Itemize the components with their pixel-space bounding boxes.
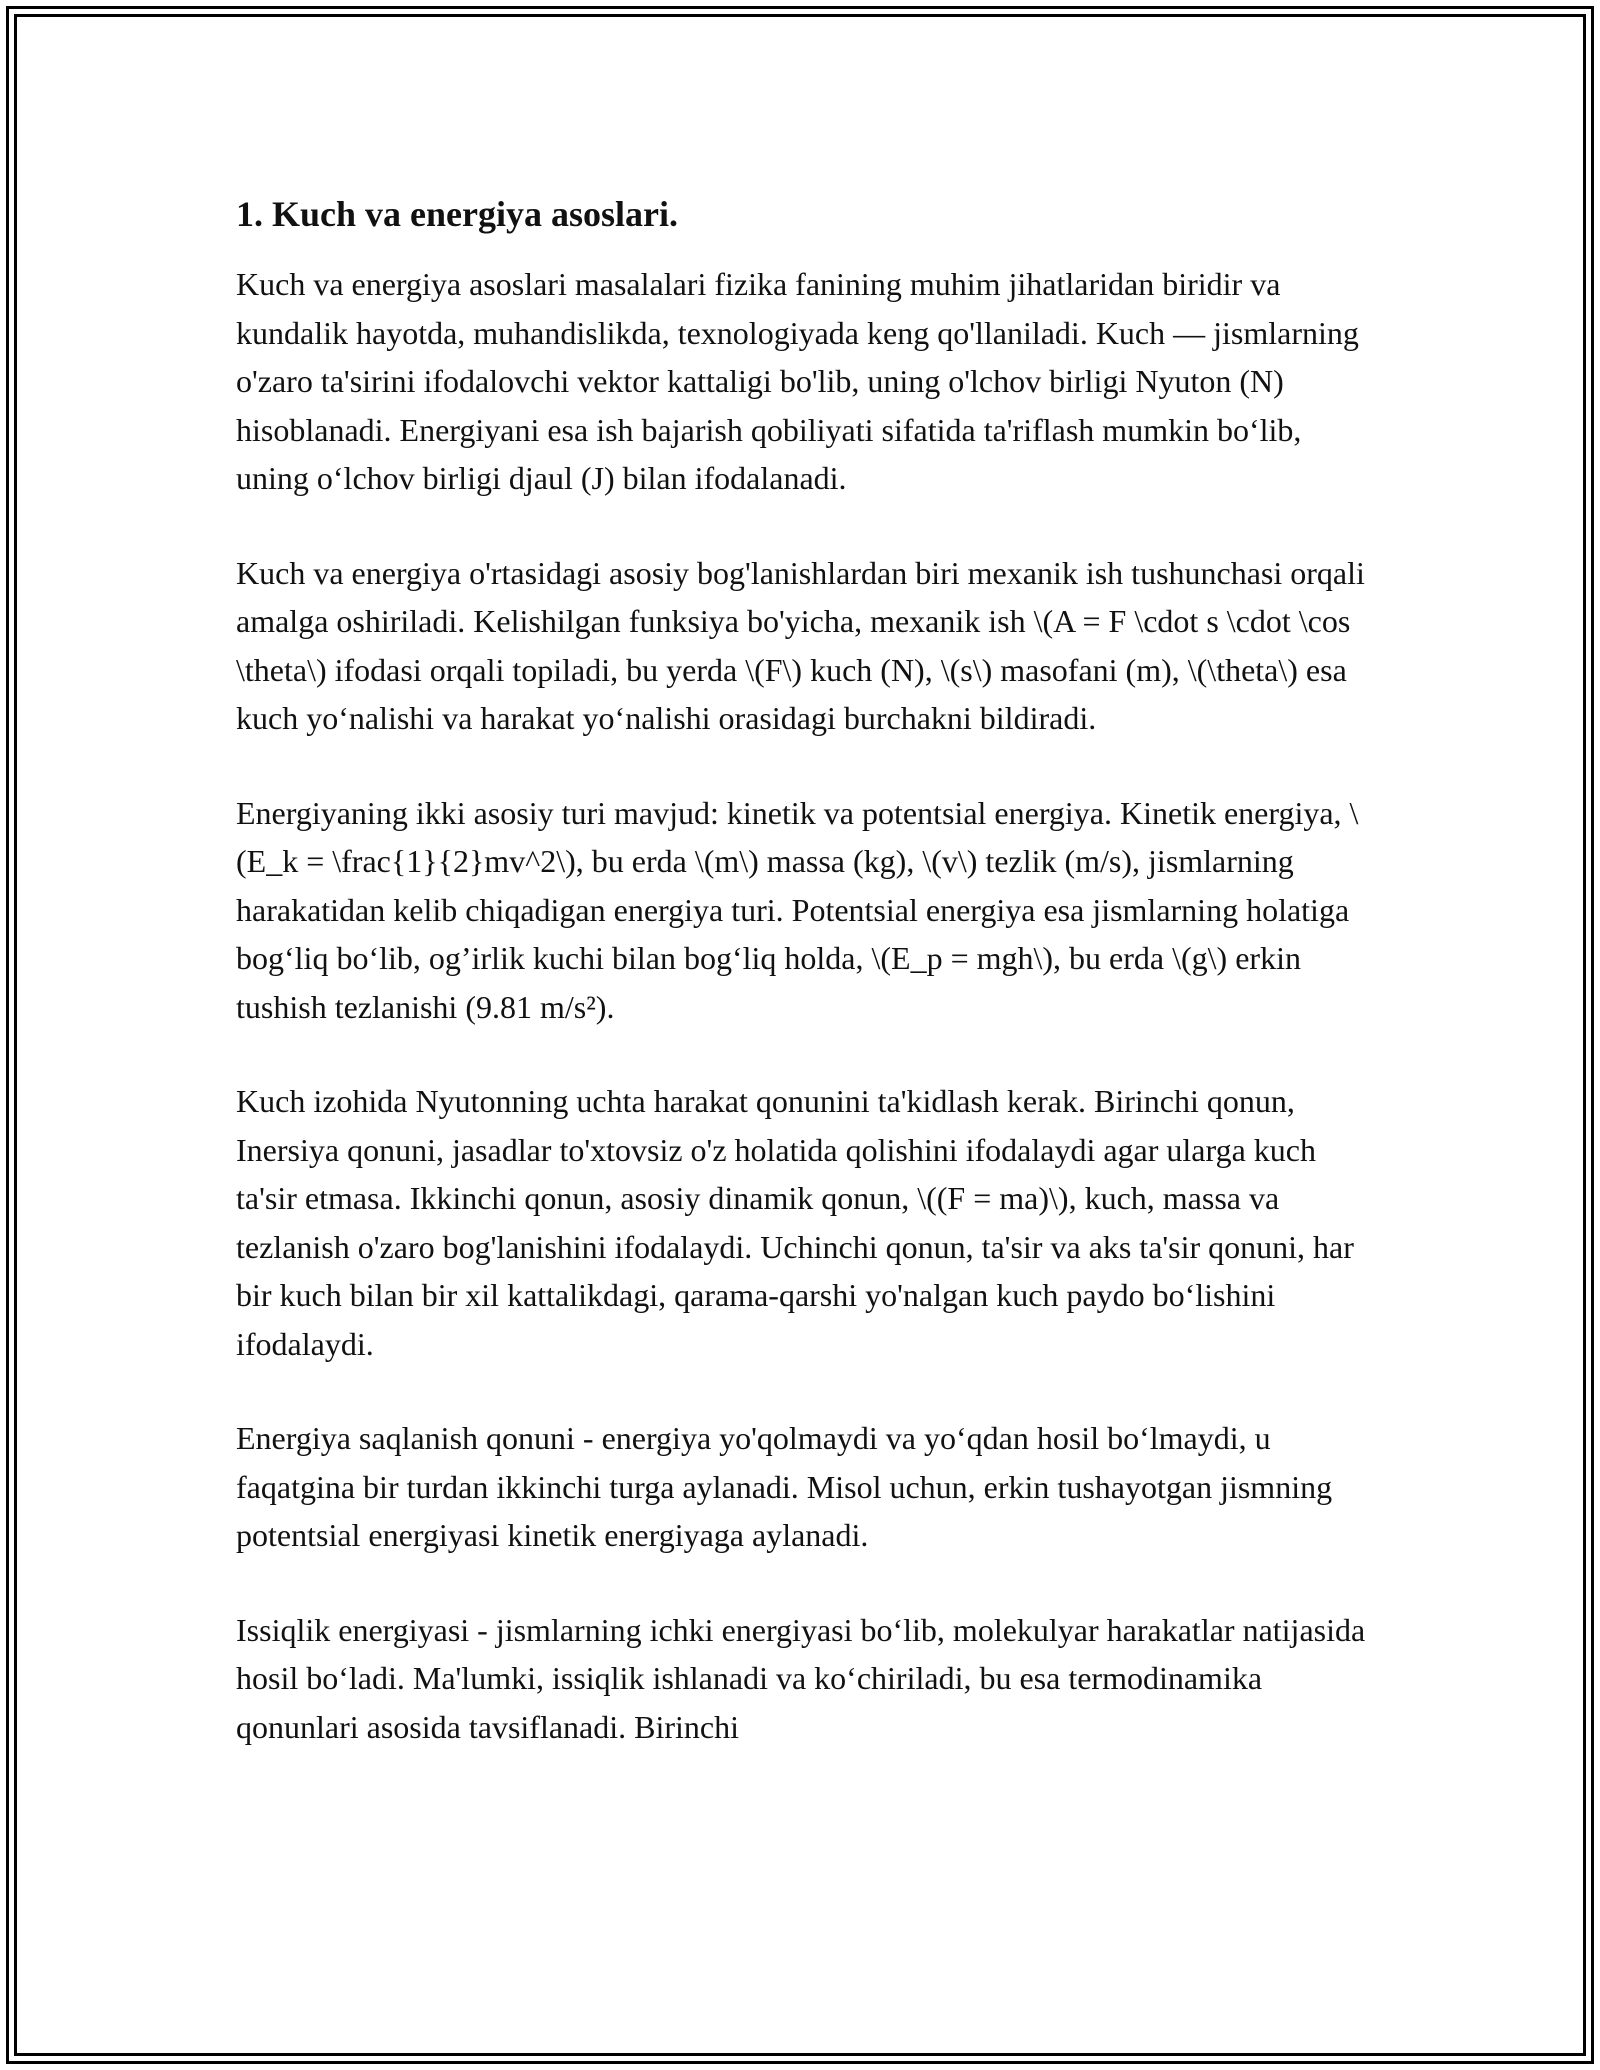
paragraph-energy-types: Energiyaning ikki asosiy turi mavjud: kinetik va potentsial energiya. Kinetik energiya, \(E_k = \frac{1}{2}mv^2\), bu erda \(m\) massa (kg), \(v\) tezlik (m/s), jismlarning harakatidan kelib chiqadigan energiya turi. Potentsial energiya esa jismlarning holatiga bog‘liq bo‘lib, og’irlik kuchi bilan bog‘liq holda, \(E_p = mgh\), bu erda \(g\) erkin tushish tezlanishi (9.81 m/s²). [236, 794, 1359, 1025]
paragraph-intro: Kuch va energiya asoslari masalalari fizika fanining muhim jihatlaridan biridir va kundalik hayotda, muhandislikda, texnologiyada keng qo'llaniladi. Kuch — jismlarning o'zaro ta'sirini ifodalovchi vektor kattaligi bo'lib, uning o'lchov birligi Nyuton (N) hisoblanadi. Energiyani esa ish bajarish qobiliyati sifatida ta'riflash mumkin bo‘lib, uning o‘lchov birligi djaul (J) bilan ifodalanadi. [236, 266, 1359, 496]
document-body [236, 188, 1376, 1797]
paragraph-energy-conservation: Energiya saqlanish qonuni - energiya yo'qolmaydi va yo‘qdan hosil bo‘lmaydi, u faqatgina bir turdan ikkinchi turga aylanadi. Misol uchun, erkin tushayotgan jismning potentsial energiyasi kinetik energiyaga aylanadi. [236, 1420, 1333, 1553]
paragraph-newton-laws: Kuch izohida Nyutonning uchta harakat qonunini ta'kidlash kerak. Birinchi qonun, Inersiya qonuni, jasadlar to'xtovsiz o'z holatida qolishini ifodalaydi agar ularga kuch ta'sir etmasa. Ikkinchi qonun, asosiy dinamik qonun, \((F = ma)\), kuch, massa va tezlanish o'zaro bog'lanishini ifodalaydi. Uchinchi qonun, ta'sir va aks ta'sir qonuni, har bir kuch bilan bir xil kattalikdagi, qarama-qarshi yo'nalgan kuch paydo bo‘lishini ifodalaydi. [236, 1083, 1354, 1362]
paragraph-mechanical-work: Kuch va energiya o'rtasidagi asosiy bog'lanishlardan biri mexanik ish tushunchasi orqali amalga oshiriladi. Kelishilgan funksiya bo'yicha, mexanik ish \(A = F \cdot s \cdot \cos \theta\) ifodasi orqali topiladi, bu yerda \(F\) kuch (N), \(s\) masofani (m), \(\theta\) esa kuch yo‘nalishi va harakat yo‘nalishi orasidagi burchakni bildiradi. [236, 554, 1365, 736]
paragraph-thermal-energy: Issiqlik energiyasi - jismlarning ichki energiyasi bo‘lib, molekulyar harakatlar natijasida hosil bo‘ladi. Ma'lumki, issiqlik ishlanadi va ko‘chiriladi, bu esa termodinamika qonunlari asosida tavsiflanadi. Birinchi [236, 1611, 1366, 1745]
section-title: 1. Kuch va energiya asoslari. [236, 194, 678, 234]
